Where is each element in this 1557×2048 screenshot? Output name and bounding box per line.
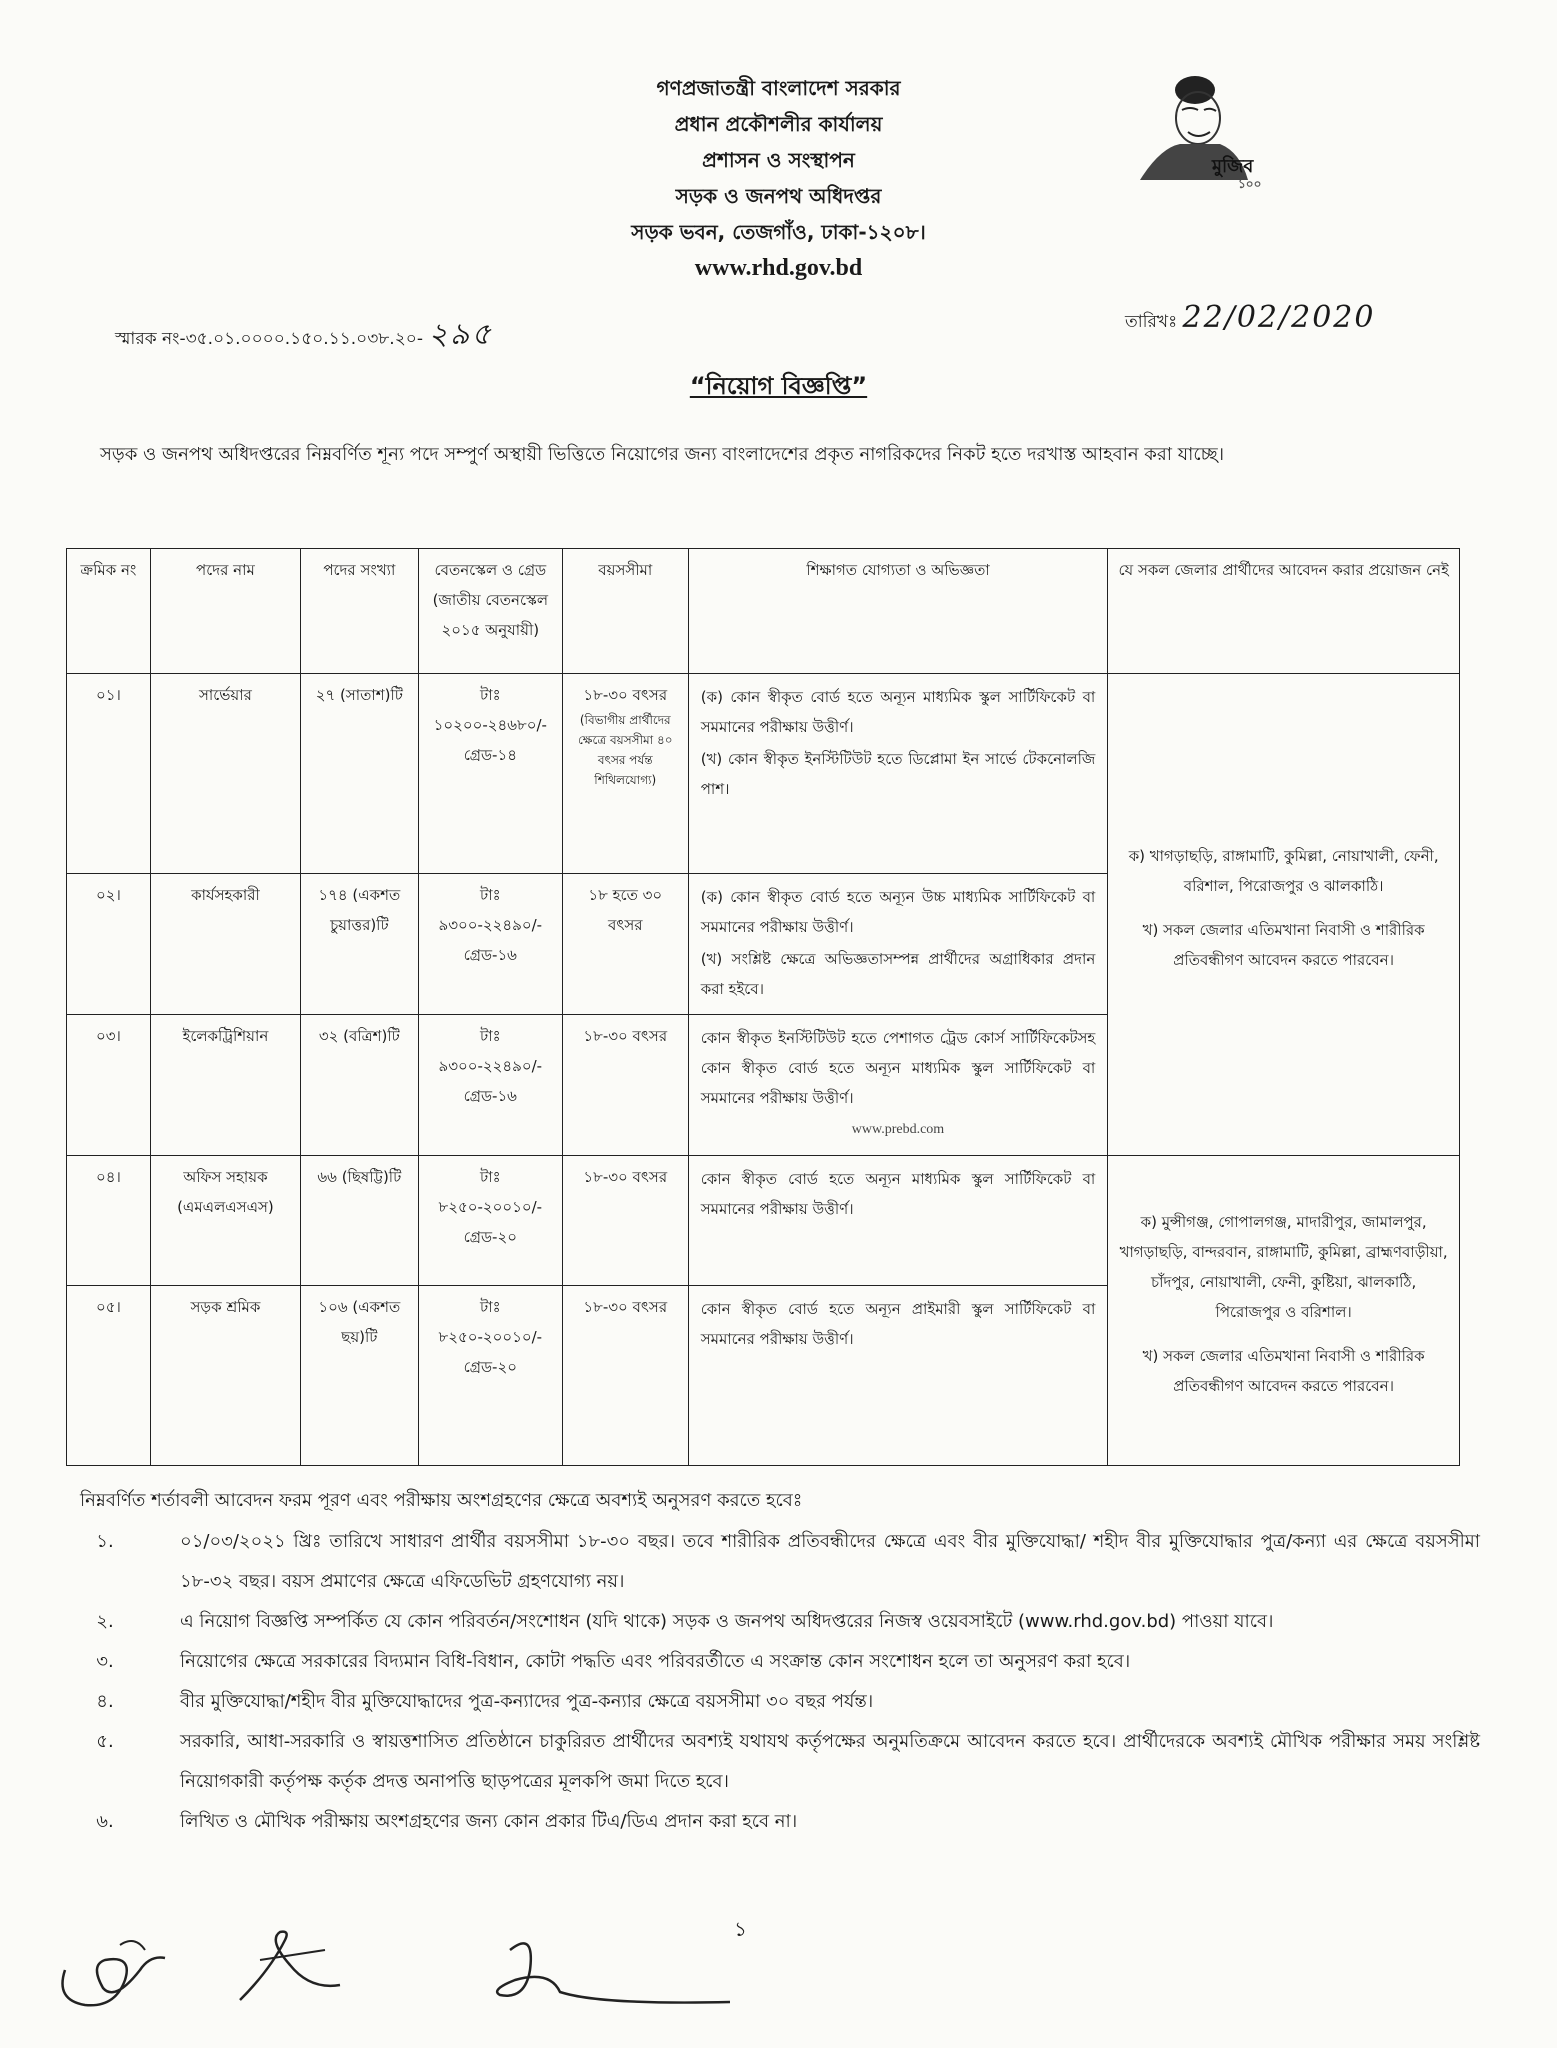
row-scale: টাঃ ৯৩০০-২২৪৯০/-গ্রেড-১৬ (418, 874, 562, 1015)
signature-1 (45, 1910, 175, 2020)
letterhead (0, 70, 1557, 286)
row-serial: ০৫। (67, 1286, 151, 1466)
table-row (67, 1156, 1460, 1286)
list-item: ৩. নিয়োগের ক্ষেত্রে সরকারের বিদ্যমান বিধি-বিধান, কোটা পদ্ধতি এবং পরিবরর্তীতে এ সংক্রান্ত কোন সংশোধন হলে তা অনুসরণ করা হবে। (96, 1651, 1131, 1672)
row-qualification: (ক) কোন স্বীকৃত বোর্ড হতে অন্যূন মাধ্যমিক স্কুল সার্টিফিকেট বা সমমানের পরীক্ষায় উত্তীর্ণ। (খ) কোন স্বীকৃত ইনস্টিটিউট হতে ডিপ্লোমা ইন সার্ভে টেকনোলজি পাশ। (688, 674, 1108, 874)
row-age: ১৮-৩০ বৎসর (বিভাগীয় প্রার্থীদের ক্ষেত্রে বয়সসীমা ৪০ বৎসর পর্যন্ত শিথিলযোগ্য) (562, 674, 688, 874)
list-item: ৪. বীর মুক্তিযোদ্ধা/শহীদ বীর মুক্তিযোদ্ধাদের পুত্র-কন্যাদের পুত্র-কন্যার ক্ষেত্রে বয়সসীমা ৩০ বছর পর্যন্ত। (96, 1691, 874, 1712)
page-number: ১ (734, 1917, 747, 1941)
col-serial: ক্রমিক নং (67, 549, 151, 674)
section-name: প্রশাসন ও সংস্থাপন (702, 148, 855, 172)
logo-text-mujib: মুজিব (1212, 156, 1254, 177)
conditions-lead: নিম্নবর্ণিত শর্তাবলী আবেদন ফরম পূরণ এবং পরীক্ষায় অংশগ্রহণের ক্ষেত্রে অবশ্যই অনুসরণ করতে হবেঃ (80, 1490, 803, 1511)
col-count: পদের সংখ্যা (300, 549, 418, 674)
department-name: সড়ক ও জনপথ অধিদপ্তর (675, 184, 882, 208)
conditions-list (80, 1522, 1480, 1842)
row-serial: ০২। (67, 874, 151, 1015)
row-post: অফিস সহায়ক (এমএলএসএস) (150, 1156, 300, 1286)
row-serial: ০৩। (67, 1015, 151, 1156)
row-post: সার্ভেয়ার (150, 674, 300, 874)
list-item: ১. ০১/০৩/২০২১ খ্রিঃ তারিখে সাধারণ প্রার্থীর বয়সসীমা ১৮-৩০ বছর। তবে শারীরিক প্রতিবন্ধীদের ক্ষেত্রে এবং বীর মুক্তিযোদ্ধা/ শহীদ বীর মুক্তিযোদ্ধার পুত্র/কন্যা এর ক্ষেত্রে বয়সসীমা ১৮-৩২ বছর। বয়স প্রমাণের ক্ষেত্রে এফিডেভিট গ্রহণযোগ্য নয়। (96, 1531, 1480, 1592)
row-scale: টাঃ ১০২০০-২৪৬৮০/-গ্রেড-১৪ (418, 674, 562, 874)
row-scale: টাঃ ৯৩০০-২২৪৯০/-গ্রেড-১৬ (418, 1015, 562, 1156)
row-qualification: কোন স্বীকৃত বোর্ড হতে অন্যূন প্রাইমারী স্কুল সার্টিফিকেট বা সমমানের পরীক্ষায় উত্তীর্ণ। (688, 1286, 1108, 1466)
row-age: ১৮ হতে ৩০ বৎসর (562, 874, 688, 1015)
office-name: প্রধান প্রকৌশলীর কার্যালয় (674, 112, 883, 136)
watermark: www.prebd.com (851, 1122, 945, 1137)
row-scale: টাঃ ৮২৫০-২০০১০/-গ্রেড-২০ (418, 1156, 562, 1286)
row-age: ১৮-৩০ বৎসর (562, 1156, 688, 1286)
col-age: বয়সসীমা (562, 549, 688, 674)
row-qualification: কোন স্বীকৃত ইনস্টিটিউট হতে পেশাগত ট্রেড কোর্স সার্টিফিকেটসহ কোন স্বীকৃত বোর্ড হতে অন্যূন মাধ্যমিক স্কুল সার্টিফিকেট বা সমমানের পরীক্ষায় উত্তীর্ণ। www.prebd.com (688, 1015, 1108, 1156)
date-handwritten-value: 22/02/2020 (1182, 300, 1376, 335)
row-serial: ০৪। (67, 1156, 151, 1286)
row-post: ইলেকট্রিশিয়ান (150, 1015, 300, 1156)
row-qualification: (ক) কোন স্বীকৃত বোর্ড হতে অন্যূন উচ্চ মাধ্যমিক সার্টিফিকেট বা সমমানের পরীক্ষায় উত্তীর্ণ। (খ) সংশ্লিষ্ট ক্ষেত্রে অভিজ্ঞতাসম্পন্ন প্রার্থীদের অগ্রাধিকার প্রদান করা হইবে। (688, 874, 1108, 1015)
row-post: কার্যসহকারী (150, 874, 300, 1015)
col-qualification: শিক্ষাগত যোগ্যতা ও অভিজ্ঞতা (688, 549, 1108, 674)
memo-number (115, 310, 493, 361)
list-item: ৬. লিখিত ও মৌখিক পরীক্ষায় অংশগ্রহণের জন্য কোন প্রকার টিএ/ডিএ প্রদান করা হবে না। (96, 1811, 798, 1832)
memo-handwritten-number: ২৯৫ (428, 317, 493, 352)
row-age: ১৮-৩০ বৎসর (562, 1015, 688, 1156)
list-item: ২. এ নিয়োগ বিজ্ঞপ্তি সম্পর্কিত যে কোন পরিবর্তন/সংশোধন (যদি থাকে) সড়ক ও জনপথ অধিদপ্তরের নিজস্ব ওয়েবসাইটে (www.rhd.gov.bd) পাওয়া যাবে। (96, 1611, 1274, 1632)
list-item: ৫. সরকারি, আধা-সরকারি ও স্বায়ত্তশাসিত প্রতিষ্ঠানে চাকুরিরত প্রার্থীদের অবশ্যই যথাযথ কর্তৃপক্ষের অনুমতিক্রমে আবেদন করতে হবে। প্রার্থীদেরকে অবশ্যই মৌখিক পরীক্ষার সময় সংশ্লিষ্ট নিয়োগকারী কর্তৃপক্ষ কর্তৃক প্রদত্ত অনাপত্তি ছাড়পত্রের মূলকপি জমা দিতে হবে। (96, 1731, 1480, 1792)
col-post: পদের নাম (150, 549, 300, 674)
age-relaxation-note: (বিভাগীয় প্রার্থীদের ক্ষেত্রে বয়সসীমা ৪০ বৎসর পর্যন্ত শিথিলযোগ্য) (577, 713, 673, 787)
row-count: ৩২ (বত্রিশ)টি (300, 1015, 418, 1156)
row-post: সড়ক শ্রমিক (150, 1286, 300, 1466)
memo-label: স্মারক নং-৩৫.০১.০০০০.১৫০.১১.০৩৮.২০- (115, 329, 423, 349)
conditions-section (80, 1480, 1480, 1842)
table-header-row (67, 549, 1460, 674)
excluded-districts-group-2: ক) মুন্সীগঞ্জ, গোপালগঞ্জ, মাদারীপুর, জামালপুর, খাগড়াছড়ি, বান্দরবান, রাঙ্গামাটি, কুমিল্লা, ব্রাহ্মণবাড়ীয়া, চাঁদপুর, নোয়াখালী, ফেনী, কুষ্টিয়া, ঝালকাঠি, পিরোজপুর ও বরিশাল। খ) সকল জেলার এতিমখানা নিবাসী ও শারীরিক প্রতিবন্ধীগণ আবেদন করতে পারবেন। (1108, 1156, 1460, 1466)
excluded-districts-group-1: ক) খাগড়াছড়ি, রাঙ্গামাটি, কুমিল্লা, নোয়াখালী, ফেনী, বরিশাল, পিরোজপুর ও ঝালকাঠি। খ) সকল জেলার এতিমখানা নিবাসী ও শারীরিক প্রতিবন্ধীগণ আবেদন করতে পারবেন। (1108, 674, 1460, 1156)
row-count: ৬৬ (ছিষট্টি)টি (300, 1156, 418, 1286)
row-serial: ০১। (67, 674, 151, 874)
website: www.rhd.gov.bd (694, 255, 863, 281)
date-label: তারিখঃ (1125, 312, 1178, 332)
row-count: ১০৬ (একশত ছয়)টি (300, 1286, 418, 1466)
vacancy-table (66, 548, 1460, 1466)
mujib-100-logo (1120, 70, 1270, 190)
row-scale: টাঃ ৮২৫০-২০০১০/-গ্রেড-২০ (418, 1286, 562, 1466)
notice-title: “নিয়োগ বিজ্ঞপ্তি” (689, 372, 868, 400)
row-qualification: কোন স্বীকৃত বোর্ড হতে অন্যূন মাধ্যমিক স্কুল সার্টিফিকেট বা সমমানের পরীক্ষায় উত্তীর্ণ। (688, 1156, 1108, 1286)
logo-text-100: ১০০ (1238, 177, 1262, 190)
col-excluded-districts: যে সকল জেলার প্রার্থীদের আবেদন করার প্রয়োজন নেই (1108, 549, 1460, 674)
col-scale: বেতনস্কেল ও গ্রেড (জাতীয় বেতনস্কেল ২০১৫ অনুযায়ী) (418, 549, 562, 674)
row-count: ১৭৪ (একশত চুয়াত্তর)টি (300, 874, 418, 1015)
signature-2 (230, 1910, 350, 2020)
signature-3 (480, 1910, 740, 2020)
address: সড়ক ভবন, তেজগাঁও, ঢাকা-১২০৮। (631, 220, 926, 244)
row-age: ১৮-৩০ বৎসর (562, 1286, 688, 1466)
table-row (67, 674, 1460, 874)
issue-date (1125, 300, 1375, 337)
govt-name: গণপ্রজাতন্ত্রী বাংলাদেশ সরকার (656, 76, 901, 100)
row-count: ২৭ (সাতাশ)টি (300, 674, 418, 874)
intro-paragraph: সড়ক ও জনপথ অধিদপ্তরের নিম্নবর্ণিত শূন্য পদে সম্পুর্ণ অস্থায়ী ভিত্তিতে নিয়োগের জন্য বাংলাদেশের প্রকৃত নাগরিকদের নিকট হতে দরখাস্ত আহবান করা যাচ্ছে। (100, 444, 1225, 465)
